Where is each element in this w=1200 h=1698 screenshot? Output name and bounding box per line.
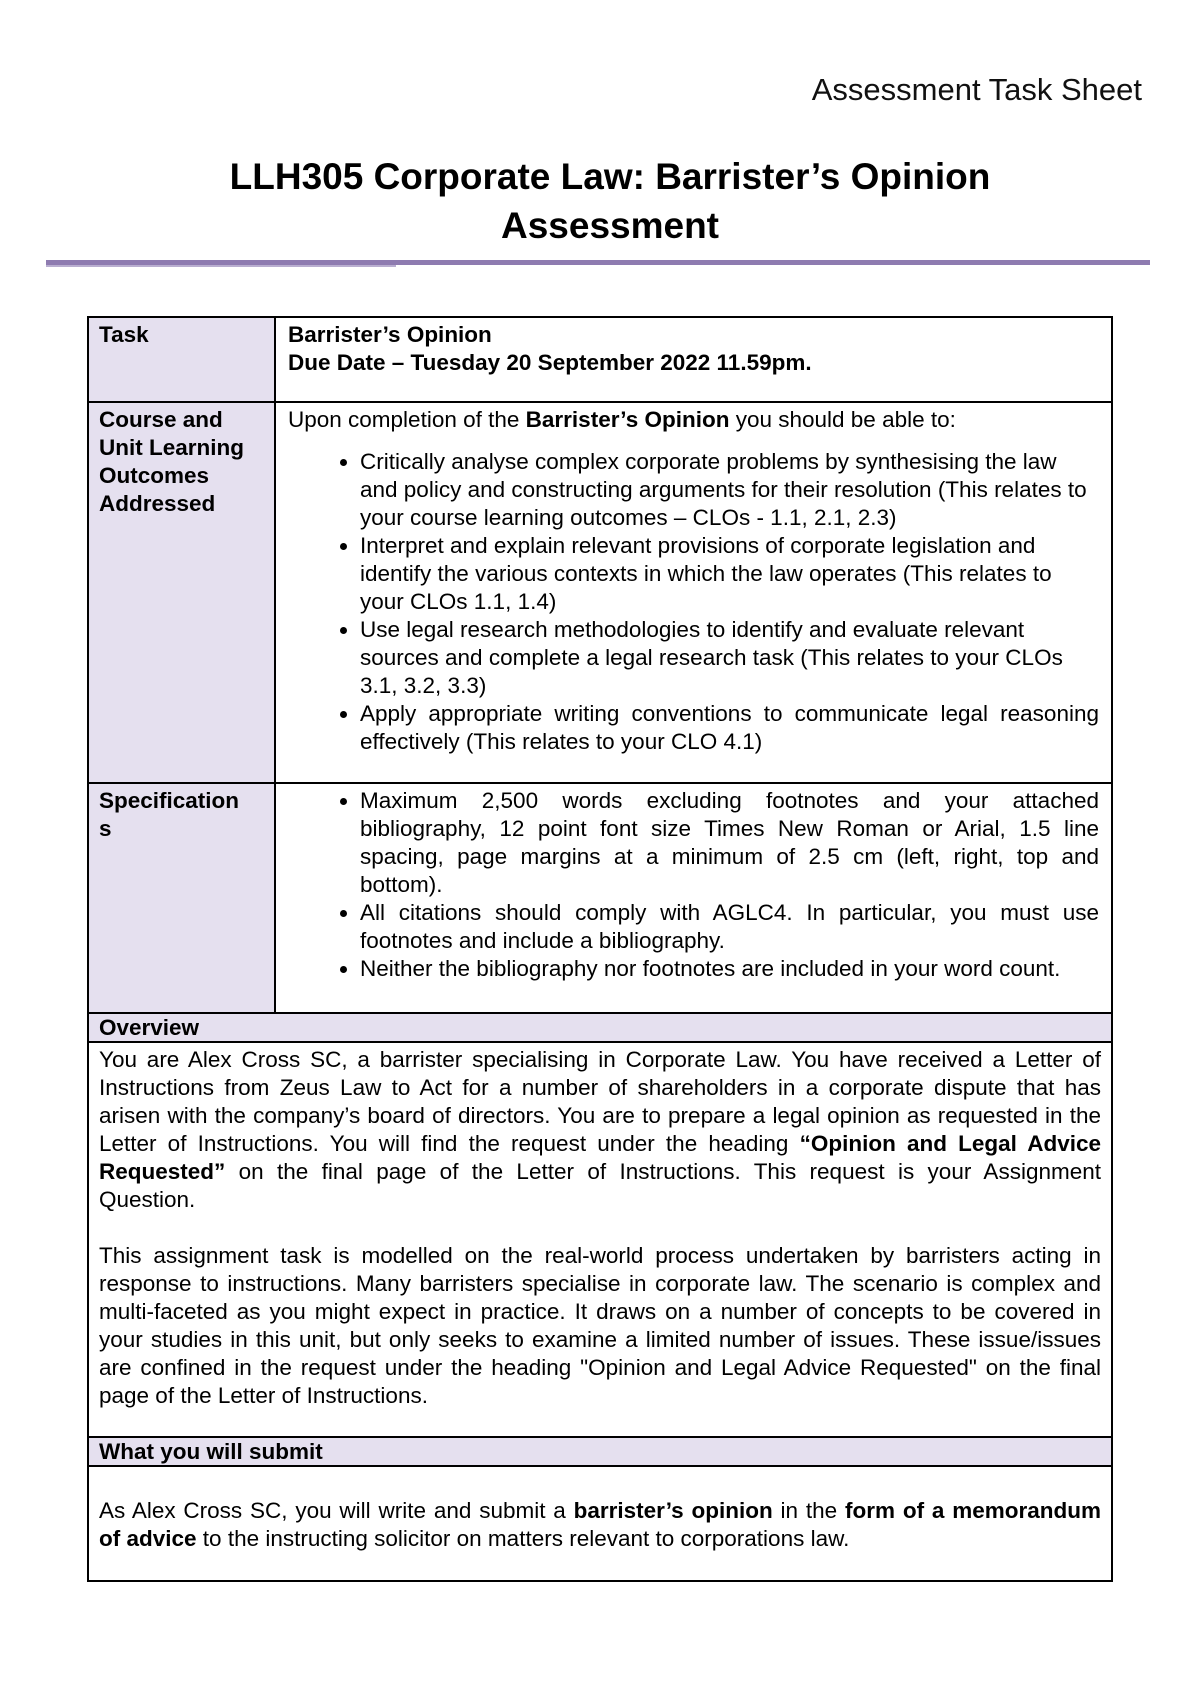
outcomes-intro <box>288 406 1099 434</box>
task-name: Barrister’s Opinion <box>288 322 492 347</box>
document-title <box>0 152 1200 250</box>
list-item: • Maximum 2,500 words excluding footnotes and your attached bibliography, 12 point font size Times New Roman or Arial, 1.5 line spacing, page margins at a minimum of 2.5 cm (left, right, top and bottom). <box>360 787 1099 899</box>
task-due-date: Due Date – Tuesday 20 September 2022 11.59pm. <box>288 350 812 375</box>
overview-heading: Overview <box>88 1013 1112 1042</box>
outcomes-intro-pre: Upon completion of the <box>288 407 526 432</box>
outcomes-intro-post: you should be able to: <box>729 407 956 432</box>
task-value <box>275 317 1112 402</box>
overview-body-row <box>88 1042 1112 1437</box>
submit-text-1: As Alex Cross SC, you will write and submit a <box>99 1498 574 1523</box>
submit-text-3: to the instructing solicitor on matters relevant to corporations law. <box>196 1526 850 1551</box>
overview-heading-row <box>88 1013 1112 1042</box>
submit-heading-row <box>88 1437 1112 1466</box>
specifications-row <box>88 783 1112 1013</box>
header-label: Assessment Task Sheet <box>811 72 1142 107</box>
overview-paragraph-2: This assignment task is modelled on the real-world process undertaken by barristers acting in response to instructions. Many barristers specialise in corporate law. The scenario is complex and multi-faceted as you might expect in practice. It draws on a number of concepts to be covered in your studies in this unit, but only seeks to examine a limited number of issues. These issue/issues are confined in the request under the heading "Opinion and Legal Advice Requested" on the final page of the Letter of Instructions. <box>99 1243 1101 1408</box>
list-item: • Apply appropriate writing conventions to communicate legal reasoning effectively (This relates to your CLO 4.1) <box>360 700 1099 756</box>
document-title-line-1: LLH305 Corporate Law: Barrister’s Opinion <box>229 156 991 197</box>
specifications-list <box>288 787 1099 983</box>
outcomes-list <box>288 448 1099 756</box>
list-item: • Neither the bibliography nor footnotes are included in your word count. <box>360 955 1099 983</box>
list-item: • Interpret and explain relevant provisions of corporate legislation and identify the various contexts in which the law operates (This relates to your CLOs 1.1, 1.4) <box>360 532 1099 616</box>
outcomes-row <box>88 402 1112 783</box>
list-item: • All citations should comply with AGLC4. In particular, you must use footnotes and include a bibliography. <box>360 899 1099 955</box>
specifications-label-line-2: s <box>99 816 112 841</box>
task-row <box>88 317 1112 402</box>
submit-text-2: in the <box>772 1498 845 1523</box>
document-title-line-2: Assessment <box>500 205 719 246</box>
specifications-label <box>88 783 275 1013</box>
outcomes-label: Course and Unit Learning Outcomes Addressed <box>88 402 275 783</box>
overview-paragraph-1 <box>99 1046 1101 1214</box>
overview-paragraph-1-text-b: on the final page of the Letter of Instructions. This request is your Assignment Question. <box>99 1159 1101 1212</box>
specifications-label-line-1: Specification <box>99 788 240 813</box>
list-item: • Use legal research methodologies to identify and evaluate relevant sources and complete a legal research task (This relates to your CLOs 3.1, 3.2, 3.3) <box>360 616 1099 700</box>
overview-paragraph-1-text-a: You are Alex Cross SC, a barrister specialising in Corporate Law. You have received a Letter of Instructions from Zeus Law to Act for a number of shareholders in a corporate dispute that has arisen with the company’s board of directors. You are to prepare a legal opinion as requested in the Letter of Instructions. You will find the request under the heading <box>99 1047 1101 1156</box>
overview-paragraph-1-bold: “Opinion and Legal Advice Requested” <box>99 1131 1101 1184</box>
specifications-content <box>275 783 1112 1013</box>
list-item: • Critically analyse complex corporate problems by synthesising the law and policy and constructing arguments for their resolution (This relates to your course learning outcomes – CLOs - 1.1, 2.1, 2.3) <box>360 448 1099 532</box>
submit-bold-1: barrister’s opinion <box>573 1498 773 1523</box>
submit-body-row <box>88 1466 1112 1581</box>
submit-heading: What you will submit <box>88 1437 1112 1466</box>
outcomes-content <box>275 402 1112 783</box>
title-divider-accent <box>46 265 396 267</box>
submit-bold-2: form of a memorandum of advice <box>99 1498 1101 1551</box>
assessment-table <box>87 316 1113 1582</box>
outcomes-intro-bold: Barrister’s Opinion <box>525 407 730 432</box>
submit-body <box>88 1466 1112 1581</box>
overview-body <box>88 1042 1112 1437</box>
task-label: Task <box>88 317 275 402</box>
